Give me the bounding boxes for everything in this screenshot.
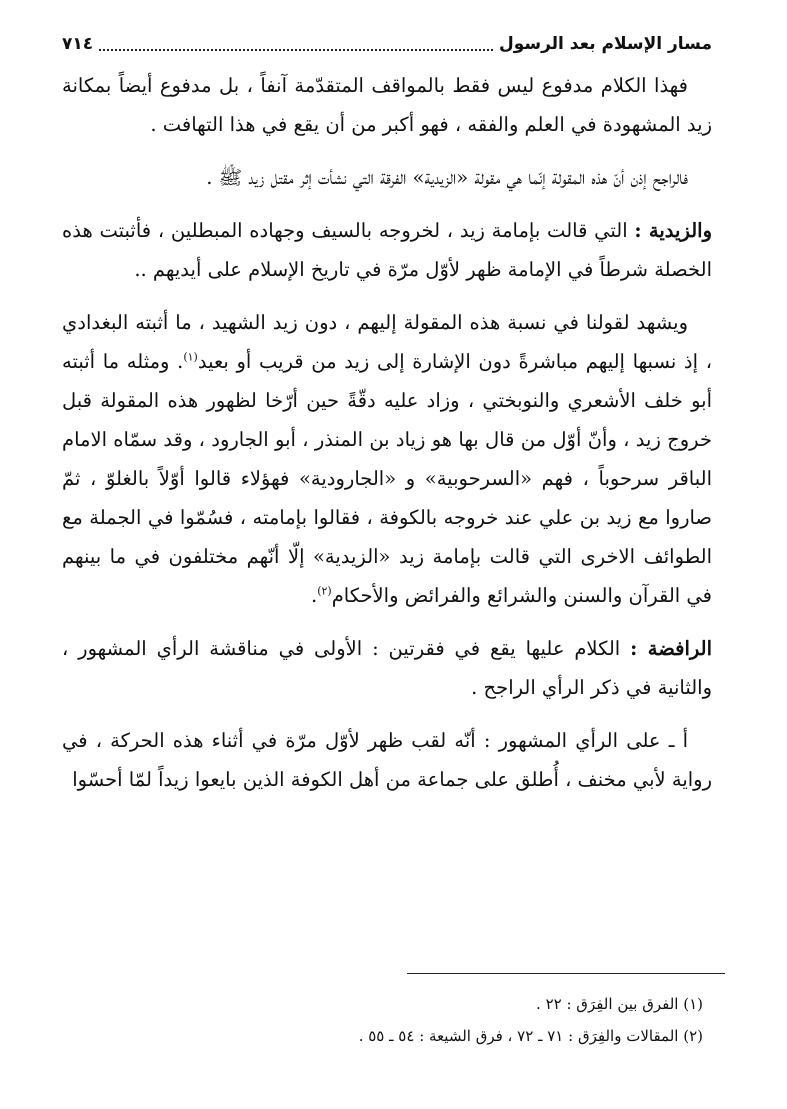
footnote-2: (٢) المقالات والفِرَق : ٧١ ـ ٧٢ ، فرق الشيعة : ٥٤ ـ ٥٥ . bbox=[358, 1027, 703, 1045]
paragraph-zaydiyya bbox=[62, 211, 712, 289]
paragraph-2: فالراجح إذن أنّ هذه المقولة إنّما هي مقولة «الزيدية» الفرقة التي نشأت إثر مقتل زيد ﷺ . bbox=[206, 166, 688, 189]
term-zaydiyya: والزيدية : bbox=[634, 219, 712, 242]
paragraph-1: فهذا الكلام مدفوع ليس فقط بالمواقف المتقدّمة آنفاً ، بل مدفوع أيضاً بمكانة زيد المشهودة في العلم والفقه ، فهو أكبر من أن يقع في هذا التهافت . bbox=[62, 74, 712, 136]
paragraph-4-part-a: ويشهد لقولنا في نسبة هذه المقولة إليهم ، دون زيد الشهيد ، ما أثبته البغدادي ، إذ نسبها إليهم مباشرةً دون الإشارة إلى زيد من قريب أو بعيد bbox=[62, 311, 713, 373]
paragraph-4 bbox=[62, 303, 712, 615]
zaydiyya-definition: التي قالت بإمامة زيد ، لخروجه بالسيف وجهاده المبطلين ، فأثبتت هذه الخصلة شرطاً في الإمامة ظهر لأوّل مرّة في تاريخ الإسلام على أيديهم .. bbox=[62, 219, 712, 281]
footnote-divider bbox=[407, 973, 725, 974]
footnote-1: (١) الفرق بين الفِرَق : ٢٢ . bbox=[536, 995, 703, 1013]
footnotes bbox=[103, 988, 703, 1052]
rafida-definition: الكلام عليها يقع في فقرتين : الأولى في مناقشة الرأي المشهور ، والثانية في ذكر الرأي الراجح . bbox=[62, 637, 712, 699]
dotted-leader bbox=[99, 49, 493, 51]
paragraph-4-part-b: . ومثله ما أثبته أبو خلف الأشعري والنوبختي ، وزاد عليه دقّةً حين أرّخا لظهور هذه المقولة قبل خروج زيد ، وأنّ أوّل من قال بها هو زياد بن المنذر ، أبو الجارود ، وقد سمّاه الامام الباقر سرحوباً ، فهم «السرحوبية» و «الجارودية» فهؤلاء قالوا أوّلاً بالغلوّ ، ثمّ صاروا مع زيد بن علي عند خروجه بالكوفة ، فقالوا بإمامته ، فسُمّوا في الجملة مع الطوائف الاخرى التي قالت بإمامة زيد «الزيدية» إلّا أنّهم مختلفون في ما بينهم في القرآن والسنن والشرائع والفرائض والأحكام bbox=[62, 350, 712, 607]
body-text bbox=[62, 66, 712, 799]
running-title: مسار الإسلام بعد الرسول bbox=[498, 34, 712, 54]
paragraph-rafida bbox=[62, 629, 712, 707]
term-rafida: الرافضة : bbox=[630, 637, 712, 660]
footnote-ref-1: (١) bbox=[183, 350, 198, 364]
page-number: ٧١٤ bbox=[62, 34, 94, 54]
page-header bbox=[62, 28, 712, 58]
paragraph-6: أ ـ على الرأي المشهور : أنّه لقب ظهر لأوّل مرّة في أثناء هذه الحركة ، في رواية لأبي مخنف ، أُطلق على جماعة من أهل الكوفة الذين بايعوا زيداً لمّا أحسّوا bbox=[62, 729, 712, 791]
book-page bbox=[62, 28, 712, 813]
footnote-ref-2: (٢) bbox=[317, 584, 332, 598]
paragraph-4-end: . bbox=[311, 584, 318, 607]
